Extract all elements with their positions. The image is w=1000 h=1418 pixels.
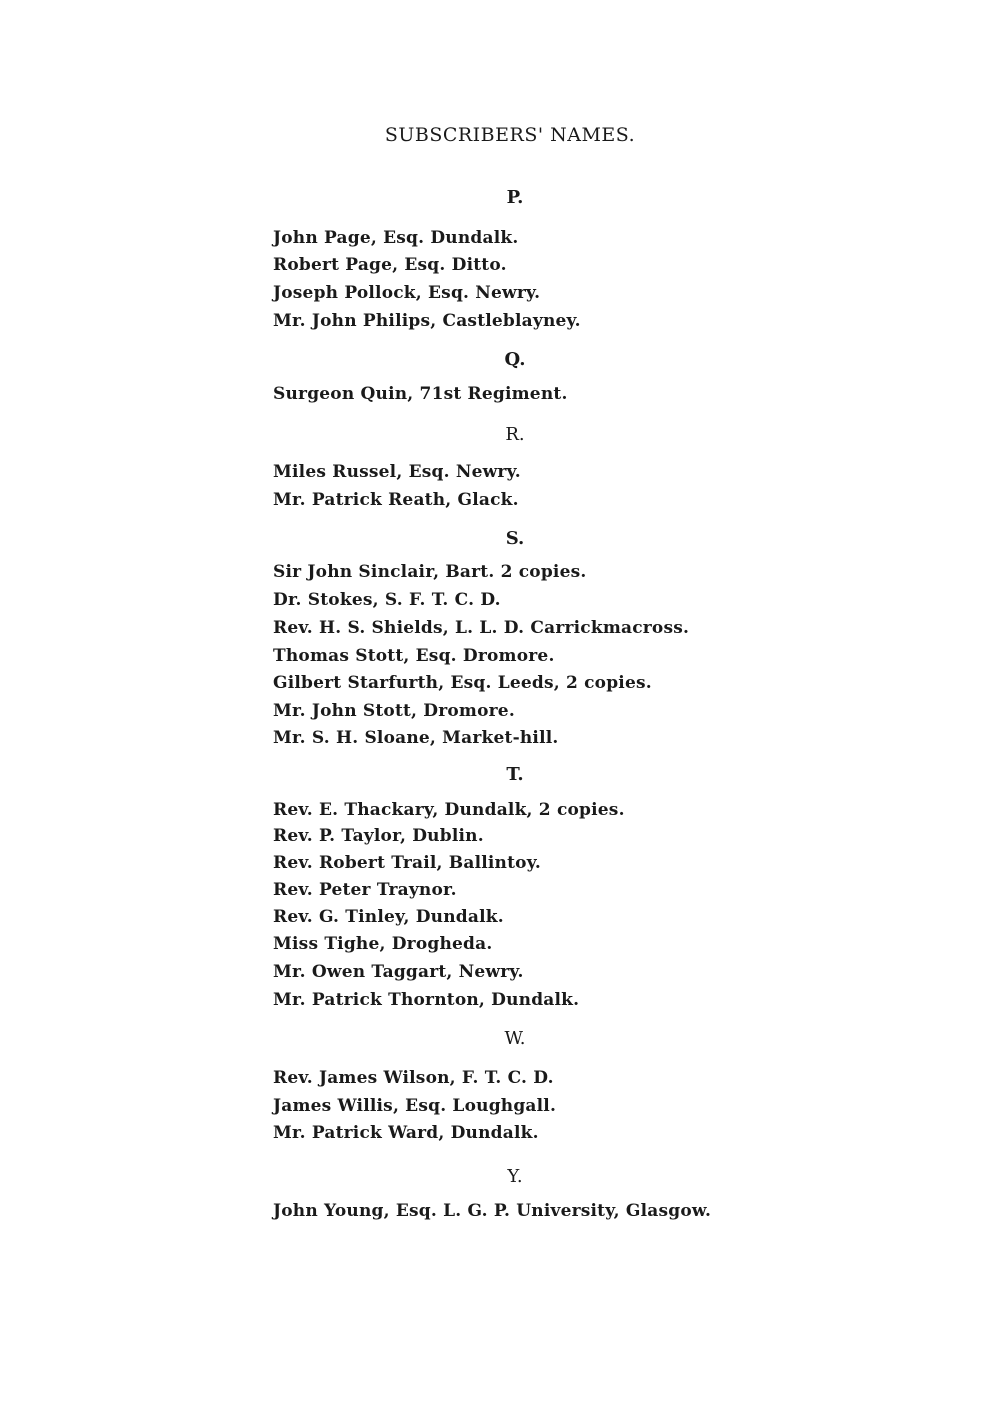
subscriber-entry: Gilbert Starfurth, Esq. Leeds, 2 copies.: [273, 673, 652, 693]
subscriber-entry: Mr. John Stott, Dromore.: [273, 701, 515, 721]
subscriber-entry: John Page, Esq. Dundalk.: [273, 228, 519, 248]
section-letter-t: T.: [506, 764, 524, 785]
subscriber-entry: Mr. S. H. Sloane, Market-hill.: [273, 728, 559, 748]
subscriber-entry: Rev. James Wilson, F. T. C. D.: [273, 1068, 554, 1088]
subscriber-entry: Mr. Patrick Ward, Dundalk.: [273, 1123, 539, 1143]
subscriber-entry: Mr. John Philips, Castleblayney.: [273, 311, 581, 331]
section-letter-q: Q.: [504, 349, 526, 370]
subscriber-entry: John Young, Esq. L. G. P. University, Glasgow.: [273, 1201, 712, 1221]
section-letter-p: P.: [506, 187, 524, 208]
subscriber-entry: Mr. Patrick Thornton, Dundalk.: [273, 990, 580, 1010]
section-letter-s: S.: [505, 528, 525, 549]
subscriber-entry: Rev. Robert Trail, Ballintoy.: [273, 853, 541, 873]
subscriber-entry: Thomas Stott, Esq. Dromore.: [273, 646, 555, 666]
subscriber-entry: Mr. Patrick Reath, Glack.: [273, 490, 519, 510]
section-letter-w: W.: [504, 1028, 526, 1049]
subscriber-entry: Rev. H. S. Shields, L. L. D. Carrickmacross.: [273, 618, 690, 638]
subscriber-entry: Surgeon Quin, 71st Regiment.: [273, 384, 568, 404]
subscriber-entry: Miles Russel, Esq. Newry.: [273, 462, 521, 482]
subscriber-entry: Rev. G. Tinley, Dundalk.: [273, 907, 504, 927]
subscriber-entry: Dr. Stokes, S. F. T. C. D.: [273, 590, 501, 610]
subscriber-entry: Rev. E. Thackary, Dundalk, 2 copies.: [273, 800, 625, 820]
subscriber-entry: Rev. P. Taylor, Dublin.: [273, 826, 484, 846]
subscriber-entry: Miss Tighe, Drogheda.: [273, 934, 493, 954]
subscriber-entry: Sir John Sinclair, Bart. 2 copies.: [273, 562, 587, 582]
section-letter-y: Y.: [507, 1166, 523, 1187]
subscriber-entry: Mr. Owen Taggart, Newry.: [273, 962, 524, 982]
subscriber-entry: James Willis, Esq. Loughgall.: [273, 1096, 557, 1116]
subscriber-entry: Rev. Peter Traynor.: [273, 880, 457, 900]
page-title: SUBSCRIBERS' NAMES.: [384, 124, 636, 146]
subscriber-entry: Robert Page, Esq. Ditto.: [273, 255, 507, 275]
section-letter-r: R.: [505, 424, 525, 445]
subscriber-entry: Joseph Pollock, Esq. Newry.: [273, 283, 541, 303]
